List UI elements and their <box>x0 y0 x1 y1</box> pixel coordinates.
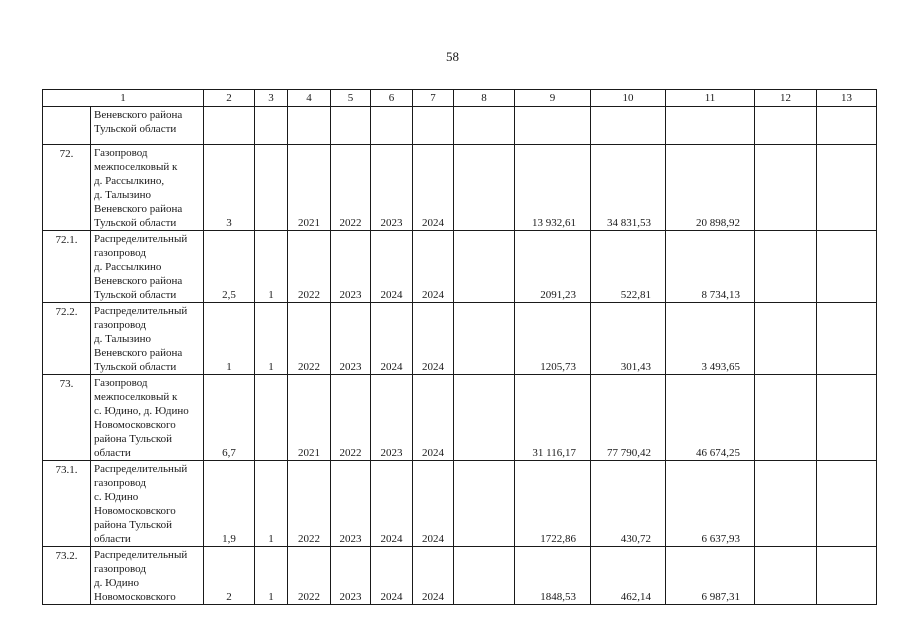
header-cell: 8 <box>454 90 515 107</box>
col8-cell <box>454 107 515 145</box>
col13-cell <box>817 107 877 145</box>
col3-cell: 1 <box>255 547 288 605</box>
year-cell: 2023 <box>331 231 371 303</box>
year-cell <box>288 107 331 145</box>
object-name: Газопровод межпоселковый к д. Рассылкино, д. Талызино Веневского района Тульской области <box>91 145 204 231</box>
amount-cell: 77 790,42 <box>591 375 666 461</box>
year-cell: 2023 <box>331 461 371 547</box>
col13-cell <box>817 461 877 547</box>
year-cell: 2023 <box>331 303 371 375</box>
amount-cell: 1205,73 <box>515 303 591 375</box>
amount-cell: 1848,53 <box>515 547 591 605</box>
year-cell: 2024 <box>413 145 454 231</box>
col3-cell <box>255 145 288 231</box>
year-cell: 2022 <box>331 375 371 461</box>
col13-cell <box>817 303 877 375</box>
header-cell: 3 <box>255 90 288 107</box>
col12-cell <box>755 303 817 375</box>
amount-cell: 34 831,53 <box>591 145 666 231</box>
amount-cell: 301,43 <box>591 303 666 375</box>
year-cell: 2024 <box>413 231 454 303</box>
object-name: Распределительный газопровод д. Талызино Веневского района Тульской области <box>91 303 204 375</box>
year-cell: 2024 <box>371 231 413 303</box>
year-cell: 2024 <box>413 375 454 461</box>
header-cell: 1 <box>43 90 204 107</box>
row-number: 73.1. <box>43 461 91 547</box>
year-cell: 2024 <box>371 547 413 605</box>
year-cell <box>413 107 454 145</box>
amount-cell: 6 987,31 <box>666 547 755 605</box>
col13-cell <box>817 231 877 303</box>
year-cell: 2022 <box>288 231 331 303</box>
col13-cell <box>817 375 877 461</box>
year-cell: 2023 <box>371 145 413 231</box>
object-name: Распределительный газопровод с. Юдино Новомосковского района Тульской области <box>91 461 204 547</box>
col12-cell <box>755 231 817 303</box>
header-cell: 5 <box>331 90 371 107</box>
col13-cell <box>817 145 877 231</box>
amount-cell: 3 493,65 <box>666 303 755 375</box>
col3-cell: 1 <box>255 231 288 303</box>
col12-cell <box>755 461 817 547</box>
amount-cell: 6 637,93 <box>666 461 755 547</box>
table-row <box>43 547 877 605</box>
amount-cell: 2091,23 <box>515 231 591 303</box>
table-header-row <box>43 90 877 107</box>
row-number <box>43 107 91 145</box>
table-row <box>43 375 877 461</box>
length-cell: 6,7 <box>204 375 255 461</box>
year-cell: 2022 <box>331 145 371 231</box>
object-name: Распределительный газопровод д. Юдино Новомосковского <box>91 547 204 605</box>
year-cell: 2024 <box>413 461 454 547</box>
col8-cell <box>454 303 515 375</box>
year-cell: 2023 <box>331 547 371 605</box>
col8-cell <box>454 547 515 605</box>
year-cell: 2023 <box>371 375 413 461</box>
row-number: 72. <box>43 145 91 231</box>
header-cell: 7 <box>413 90 454 107</box>
row-number: 73. <box>43 375 91 461</box>
col8-cell <box>454 145 515 231</box>
amount-cell: 31 116,17 <box>515 375 591 461</box>
amount-cell: 13 932,61 <box>515 145 591 231</box>
col3-cell <box>255 375 288 461</box>
amount-cell: 1722,86 <box>515 461 591 547</box>
row-number: 73.2. <box>43 547 91 605</box>
amount-cell <box>666 107 755 145</box>
length-cell: 1,9 <box>204 461 255 547</box>
col8-cell <box>454 461 515 547</box>
data-table <box>42 89 877 605</box>
object-name: Распределительный газопровод д. Рассылкино Веневского района Тульской области <box>91 231 204 303</box>
length-cell: 2,5 <box>204 231 255 303</box>
table-row <box>43 231 877 303</box>
header-cell: 9 <box>515 90 591 107</box>
table-row <box>43 303 877 375</box>
amount-cell: 20 898,92 <box>666 145 755 231</box>
col12-cell <box>755 107 817 145</box>
year-cell: 2024 <box>413 547 454 605</box>
length-cell: 2 <box>204 547 255 605</box>
row-number: 72.2. <box>43 303 91 375</box>
col3-cell <box>255 107 288 145</box>
length-cell: 1 <box>204 303 255 375</box>
header-cell: 6 <box>371 90 413 107</box>
amount-cell: 522,81 <box>591 231 666 303</box>
object-name: Веневского района Тульской области <box>91 107 204 145</box>
amount-cell <box>591 107 666 145</box>
year-cell: 2021 <box>288 375 331 461</box>
col13-cell <box>817 547 877 605</box>
year-cell <box>331 107 371 145</box>
col8-cell <box>454 231 515 303</box>
amount-cell: 462,14 <box>591 547 666 605</box>
col12-cell <box>755 145 817 231</box>
amount-cell <box>515 107 591 145</box>
col8-cell <box>454 375 515 461</box>
row-number: 72.1. <box>43 231 91 303</box>
year-cell: 2024 <box>371 461 413 547</box>
length-cell: 3 <box>204 145 255 231</box>
header-cell: 12 <box>755 90 817 107</box>
length-cell <box>204 107 255 145</box>
year-cell: 2021 <box>288 145 331 231</box>
col3-cell: 1 <box>255 461 288 547</box>
amount-cell: 430,72 <box>591 461 666 547</box>
header-cell: 4 <box>288 90 331 107</box>
year-cell: 2024 <box>413 303 454 375</box>
header-cell: 11 <box>666 90 755 107</box>
year-cell <box>371 107 413 145</box>
table-row <box>43 145 877 231</box>
page-number: 58 <box>446 49 459 64</box>
year-cell: 2022 <box>288 303 331 375</box>
header-cell: 10 <box>591 90 666 107</box>
col12-cell <box>755 547 817 605</box>
table-row <box>43 107 877 145</box>
header-cell: 2 <box>204 90 255 107</box>
header-cell: 13 <box>817 90 877 107</box>
col3-cell: 1 <box>255 303 288 375</box>
year-cell: 2022 <box>288 461 331 547</box>
amount-cell: 8 734,13 <box>666 231 755 303</box>
amount-cell: 46 674,25 <box>666 375 755 461</box>
year-cell: 2024 <box>371 303 413 375</box>
col12-cell <box>755 375 817 461</box>
year-cell: 2022 <box>288 547 331 605</box>
table-row <box>43 461 877 547</box>
object-name: Газопровод межпоселковый к с. Юдино, д. Юдино Новомосковского района Тульской области <box>91 375 204 461</box>
